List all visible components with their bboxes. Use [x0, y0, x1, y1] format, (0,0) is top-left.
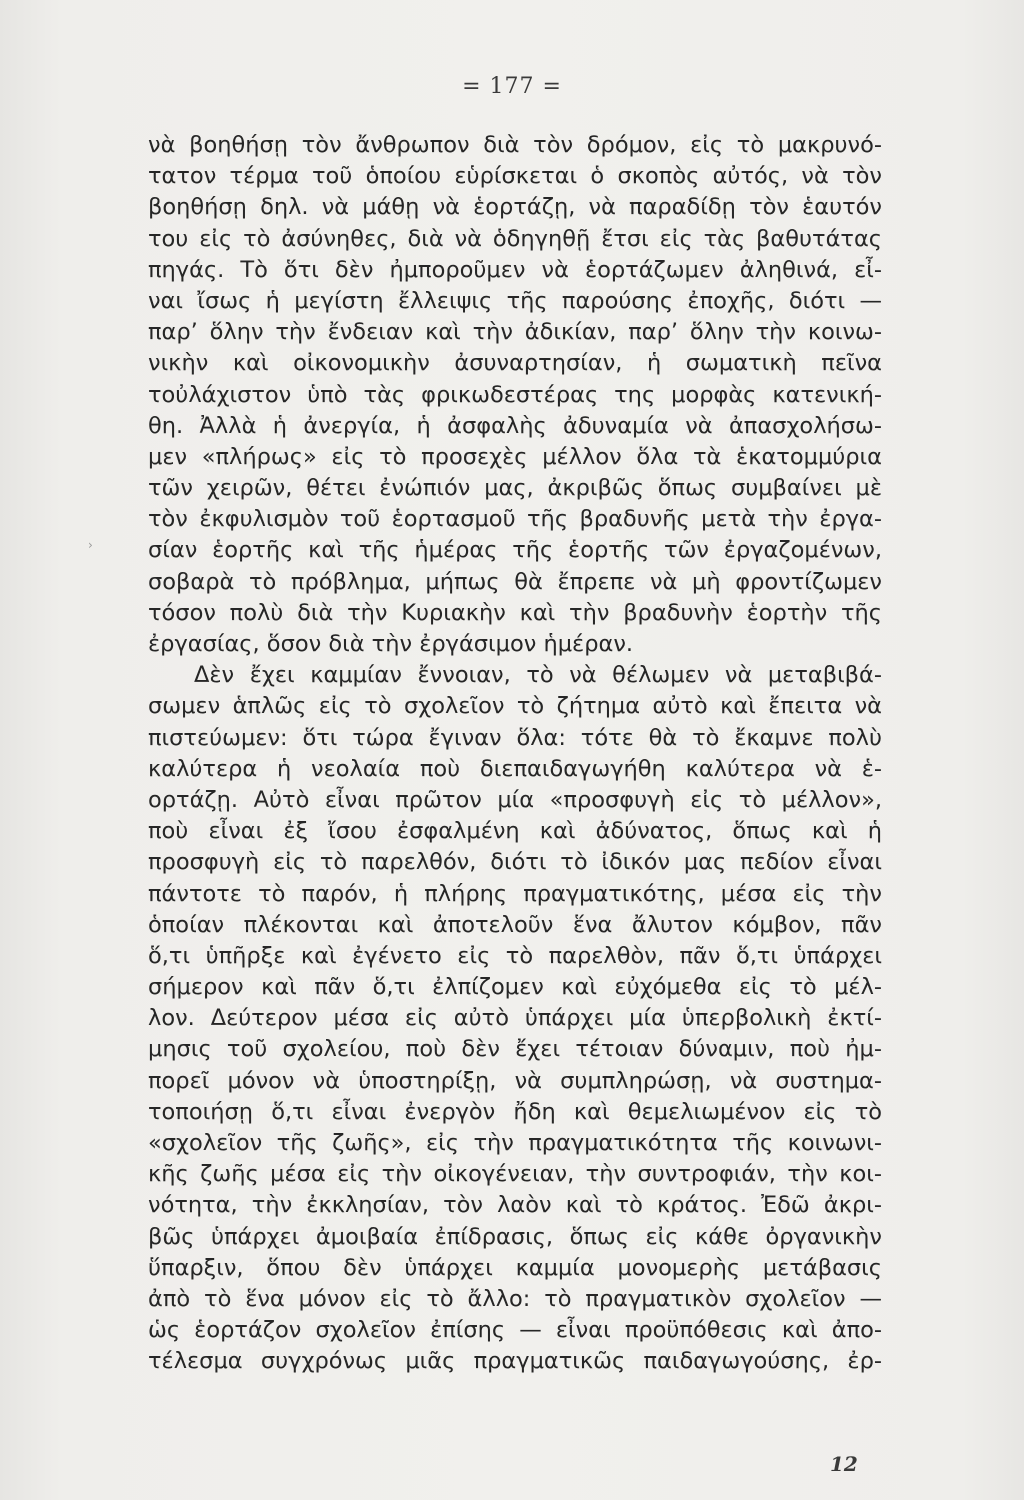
text-line: τέλεσμα συγχρόνως μιᾶς πραγματικῶς παιδαγωγούσης, ἐρ- [148, 1348, 882, 1375]
text-line: νότητα, τὴν ἐκκλησίαν, τὸν λαὸν καὶ τὸ κράτος. Ἐδῶ ἀκρι- [148, 1192, 882, 1219]
text-line: βῶς ὑπάρχει ἀμοιβαία ἐπίδρασις, ὅπως εἰς κάθε ὀργανικὴν [148, 1223, 882, 1250]
text-line: ὕπαρξιν, ὅπου δὲν ὑπάρχει καμμία μονομερὴς μετάβασις [148, 1254, 882, 1281]
text-line: σήμερον καὶ πᾶν ὅ,τι ἐλπίζομεν καὶ εὐχόμεθα εἰς τὸ μέλ- [148, 974, 882, 1001]
text-line: ὡς ἑορτάζον σχολεῖον ἐπίσης — εἶναι προϋπόθεσις καὶ ἀπο- [148, 1317, 882, 1344]
text-line: παρ’ ὅλην τὴν ἔνδειαν καὶ τὴν ἀδικίαν, παρ’ ὅλην τὴν κοινω- [148, 319, 882, 346]
text-line: πάντοτε τὸ παρόν, ἡ πλήρης πραγματικότης, μέσα εἰς τὴν [148, 880, 882, 907]
text-line: καλύτερα ἡ νεολαία ποὺ διεπαιδαγωγήθη καλύτερα νὰ ἑ- [148, 755, 882, 782]
page-number: = 177 = [462, 74, 562, 99]
text-line: σοβαρὰ τὸ πρόβλημα, μήπως θὰ ἔπρεπε νὰ μὴ φροντίζωμεν [148, 568, 882, 595]
text-line: πιστεύωμεν: ὅτι τώρα ἔγιναν ὅλα: τότε θὰ τὸ ἔκαμνε πολὺ [148, 724, 882, 751]
text-line: ὅ,τι ὑπῆρξε καὶ ἐγένετο εἰς τὸ παρελθὸν, πᾶν ὅ,τι ὑπάρχει [148, 942, 882, 969]
margin-mark: › [88, 538, 93, 552]
text-line: μησις τοῦ σχολείου, ποὺ δὲν ἔχει τέτοιαν δύναμιν, ποὺ ἠμ- [148, 1036, 882, 1063]
text-line: τοὐλάχιστον ὑπὸ τὰς φρικωδεστέρας της μορφὰς κατενική- [148, 381, 882, 408]
text-line: τόσον πολὺ διὰ τὴν Κυριακὴν καὶ τὴν βραδυνὴν ἑορτὴν τῆς [148, 599, 882, 626]
text-line: τῶν χειρῶν, θέτει ἐνώπιόν μας, ἀκριβῶς ὅπως συμβαίνει μὲ [148, 475, 882, 502]
body-text [148, 130, 882, 1378]
text-line: τὸν ἐκφυλισμὸν τοῦ ἑορτασμοῦ τῆς βραδυνῆς μετὰ τὴν ἐργα- [148, 506, 882, 533]
text-line: προσφυγὴ εἰς τὸ παρελθόν, διότι τὸ ἰδικόν μας πεδίον εἶναι [148, 849, 882, 876]
text-line: θη. Ἀλλὰ ἡ ἀνεργία, ἡ ἀσφαλὴς ἀδυναμία νὰ ἀπασχολήσω- [148, 412, 882, 439]
text-line: σωμεν ἁπλῶς εἰς τὸ σχολεῖον τὸ ζήτημα αὐτὸ καὶ ἔπειτα νὰ [148, 693, 882, 720]
text-line: πορεῖ μόνον νὰ ὑποστηρίξῃ, νὰ συμπληρώσῃ, νὰ συστημα- [148, 1067, 882, 1094]
text-line: ἀπὸ τὸ ἕνα μόνον εἰς τὸ ἄλλο: τὸ πραγματικὸν σχολεῖον — [148, 1285, 882, 1312]
text-line: βοηθήσῃ δηλ. νὰ μάθῃ νὰ ἑορτάζῃ, νὰ παραδίδῃ τὸν ἑαυτόν [148, 194, 882, 221]
text-line: ορτάζῃ. Αὐτὸ εἶναι πρῶτον μία «προσφυγὴ εἰς τὸ μέλλον», [148, 786, 882, 813]
text-line: τοποιήσῃ ὅ,τι εἶναι ἐνεργὸν ἤδη καὶ θεμελιωμένον εἰς τὸ [148, 1098, 882, 1125]
text-line: σίαν ἑορτῆς καὶ τῆς ἡμέρας τῆς ἑορτῆς τῶν ἐργαζομένων, [148, 537, 882, 564]
text-line: νικὴν καὶ οἰκονομικὴν ἀσυναρτησίαν, ἡ σωματικὴ πεῖνα [148, 350, 882, 377]
text-line: πηγάς. Τὸ ὅτι δὲν ἠμποροῦμεν νὰ ἑορτάζωμεν ἀληθινά, εἶ- [148, 256, 882, 283]
text-line: νὰ βοηθήσῃ τὸν ἄνθρωπον διὰ τὸν δρόμον, εἰς τὸ μακρυνό- [148, 132, 882, 158]
signature-number: 12 [830, 1452, 858, 1476]
text-line: λον. Δεύτερον μέσα εἰς αὐτὸ ὑπάρχει μία ὑπερβολικὴ ἐκτί- [148, 1005, 882, 1032]
text-line: ποὺ εἶναι ἐξ ἴσου ἐσφαλμένη καὶ ἀδύνατος, ὅπως καὶ ἡ [148, 818, 882, 845]
text-line: ὁποίαν πλέκονται καὶ ἀποτελοῦν ἕνα ἄλυτον κόμβον, πᾶν [148, 911, 882, 938]
text-line: του εἰς τὸ ἀσύνηθες, διὰ νὰ ὁδηγηθῇ ἔτσι εἰς τὰς βαθυτάτας [148, 225, 882, 252]
text-line: μεν «πλήρως» εἰς τὸ προσεχὲς μέλλον ὅλα τὰ ἑκατομμύρια [148, 443, 882, 470]
text-line: ναι ἴσως ἡ μεγίστη ἔλλειψις τῆς παρούσης ἐποχῆς, διότι — [148, 287, 882, 314]
text-line: Δὲν ἔχει καμμίαν ἔννοιαν, τὸ νὰ θέλωμεν νὰ μεταβιβά- [194, 662, 882, 689]
text-line: ἐργασίας, ὅσον διὰ τὴν ἐργάσιμον ἡμέραν. [148, 631, 634, 657]
text-line: «σχολεῖον τῆς ζωῆς», εἰς τὴν πραγματικότητα τῆς κοινωνι- [148, 1130, 882, 1156]
text-line: τατον τέρμα τοῦ ὁποίου εὑρίσκεται ὁ σκοπὸς αὐτός, νὰ τὸν [148, 163, 882, 190]
text-line: κῆς ζωῆς μέσα εἰς τὴν οἰκογένειαν, τὴν συντροφιάν, τὴν κοι- [148, 1161, 882, 1188]
